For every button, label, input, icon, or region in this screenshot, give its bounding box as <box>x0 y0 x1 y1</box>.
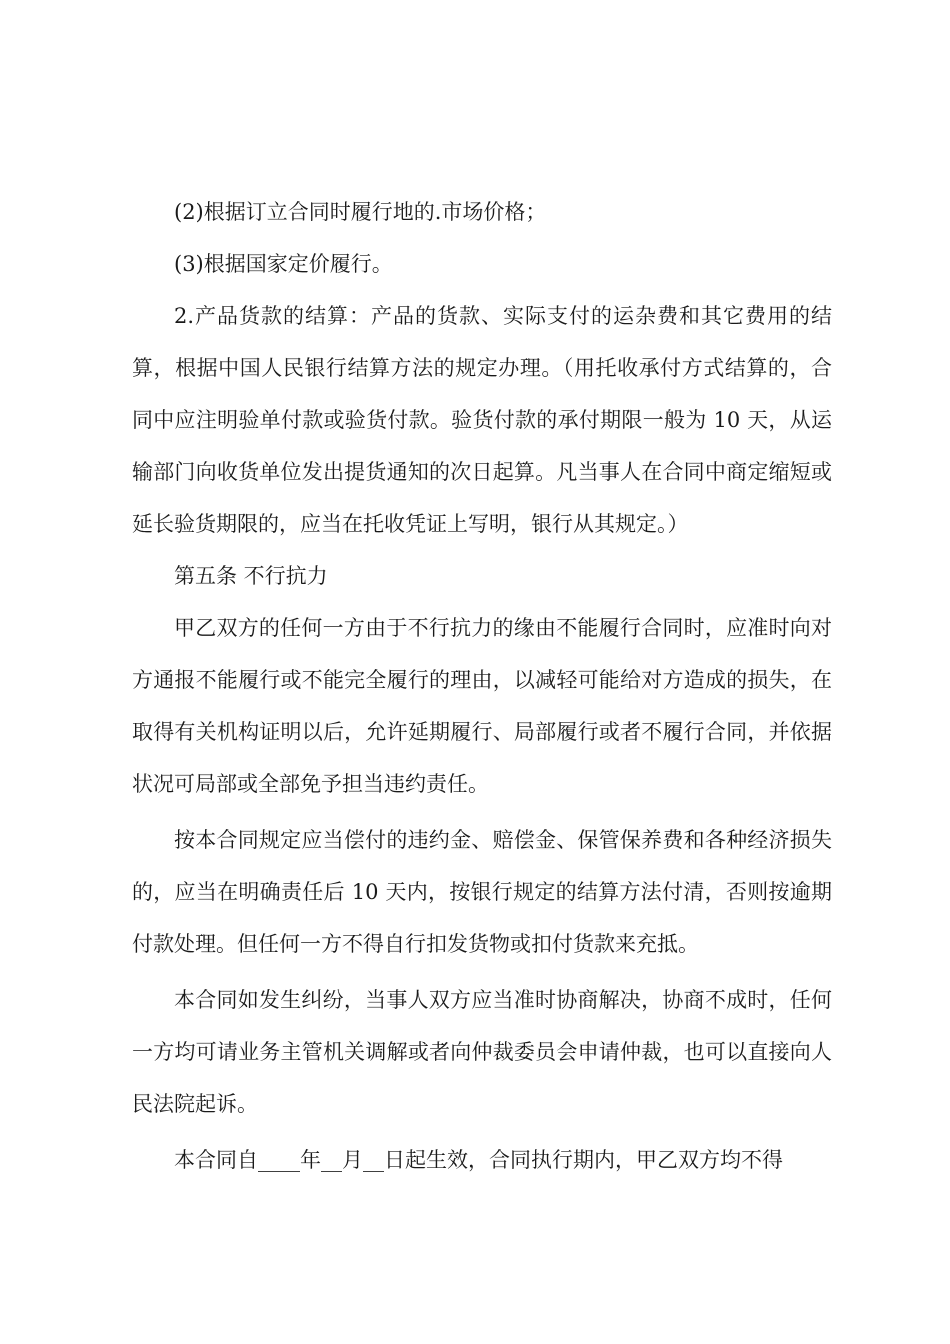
paragraph-liquidated-damages: 按本合同规定应当偿付的违约金、赔偿金、保管保养费和各种经济损失的，应当在明确责任后 10 天内，按银行规定的结算方法付清，否则按逾期付款处理。但任何一方不得自行扣发货物或扣付货款来充抵。 <box>132 828 832 956</box>
document-body <box>132 186 832 1186</box>
paragraph-payment-settlement: 2.产品货款的结算：产品的货款、实际支付的运杂费和其它费用的结算，根据中国人民银行结算方法的规定办理。（用托收承付方式结算的，合同中应注明验单付款或验货付款。验货付款的承付期限一般为 10 天，从运输部门向收货单位发出提货通知的次日起算。凡当事人在合同中商定缩短或延长验货期限的，应当在托收凭证上写明，银行从其规定。） <box>132 304 832 536</box>
paragraph-force-majeure: 甲乙双方的任何一方由于不行抗力的缘由不能履行合同时，应准时向对方通报不能履行或不能完全履行的理由，以减轻可能给对方造成的损失，在取得有关机构证明以后，允许延期履行、局部履行或者不履行合同，并依据状况可局部或全部免予担当违约责任。 <box>132 616 832 796</box>
article-5-heading: 第五条 不行抗力 <box>174 564 328 588</box>
paragraph-effective-date: 本合同自____年__月__日起生效，合同执行期内，甲乙双方均不得 <box>174 1148 783 1172</box>
paragraph-price-state: (3)根据国家定价履行。 <box>174 252 393 276</box>
paragraph-price-market: (2)根据订立合同时履行地的.市场价格； <box>174 200 547 224</box>
paragraph-dispute-resolution: 本合同如发生纠纷，当事人双方应当准时协商解决，协商不成时，任何一方均可请业务主管机关调解或者向仲裁委员会申请仲裁，也可以直接向人民法院起诉。 <box>132 988 832 1116</box>
